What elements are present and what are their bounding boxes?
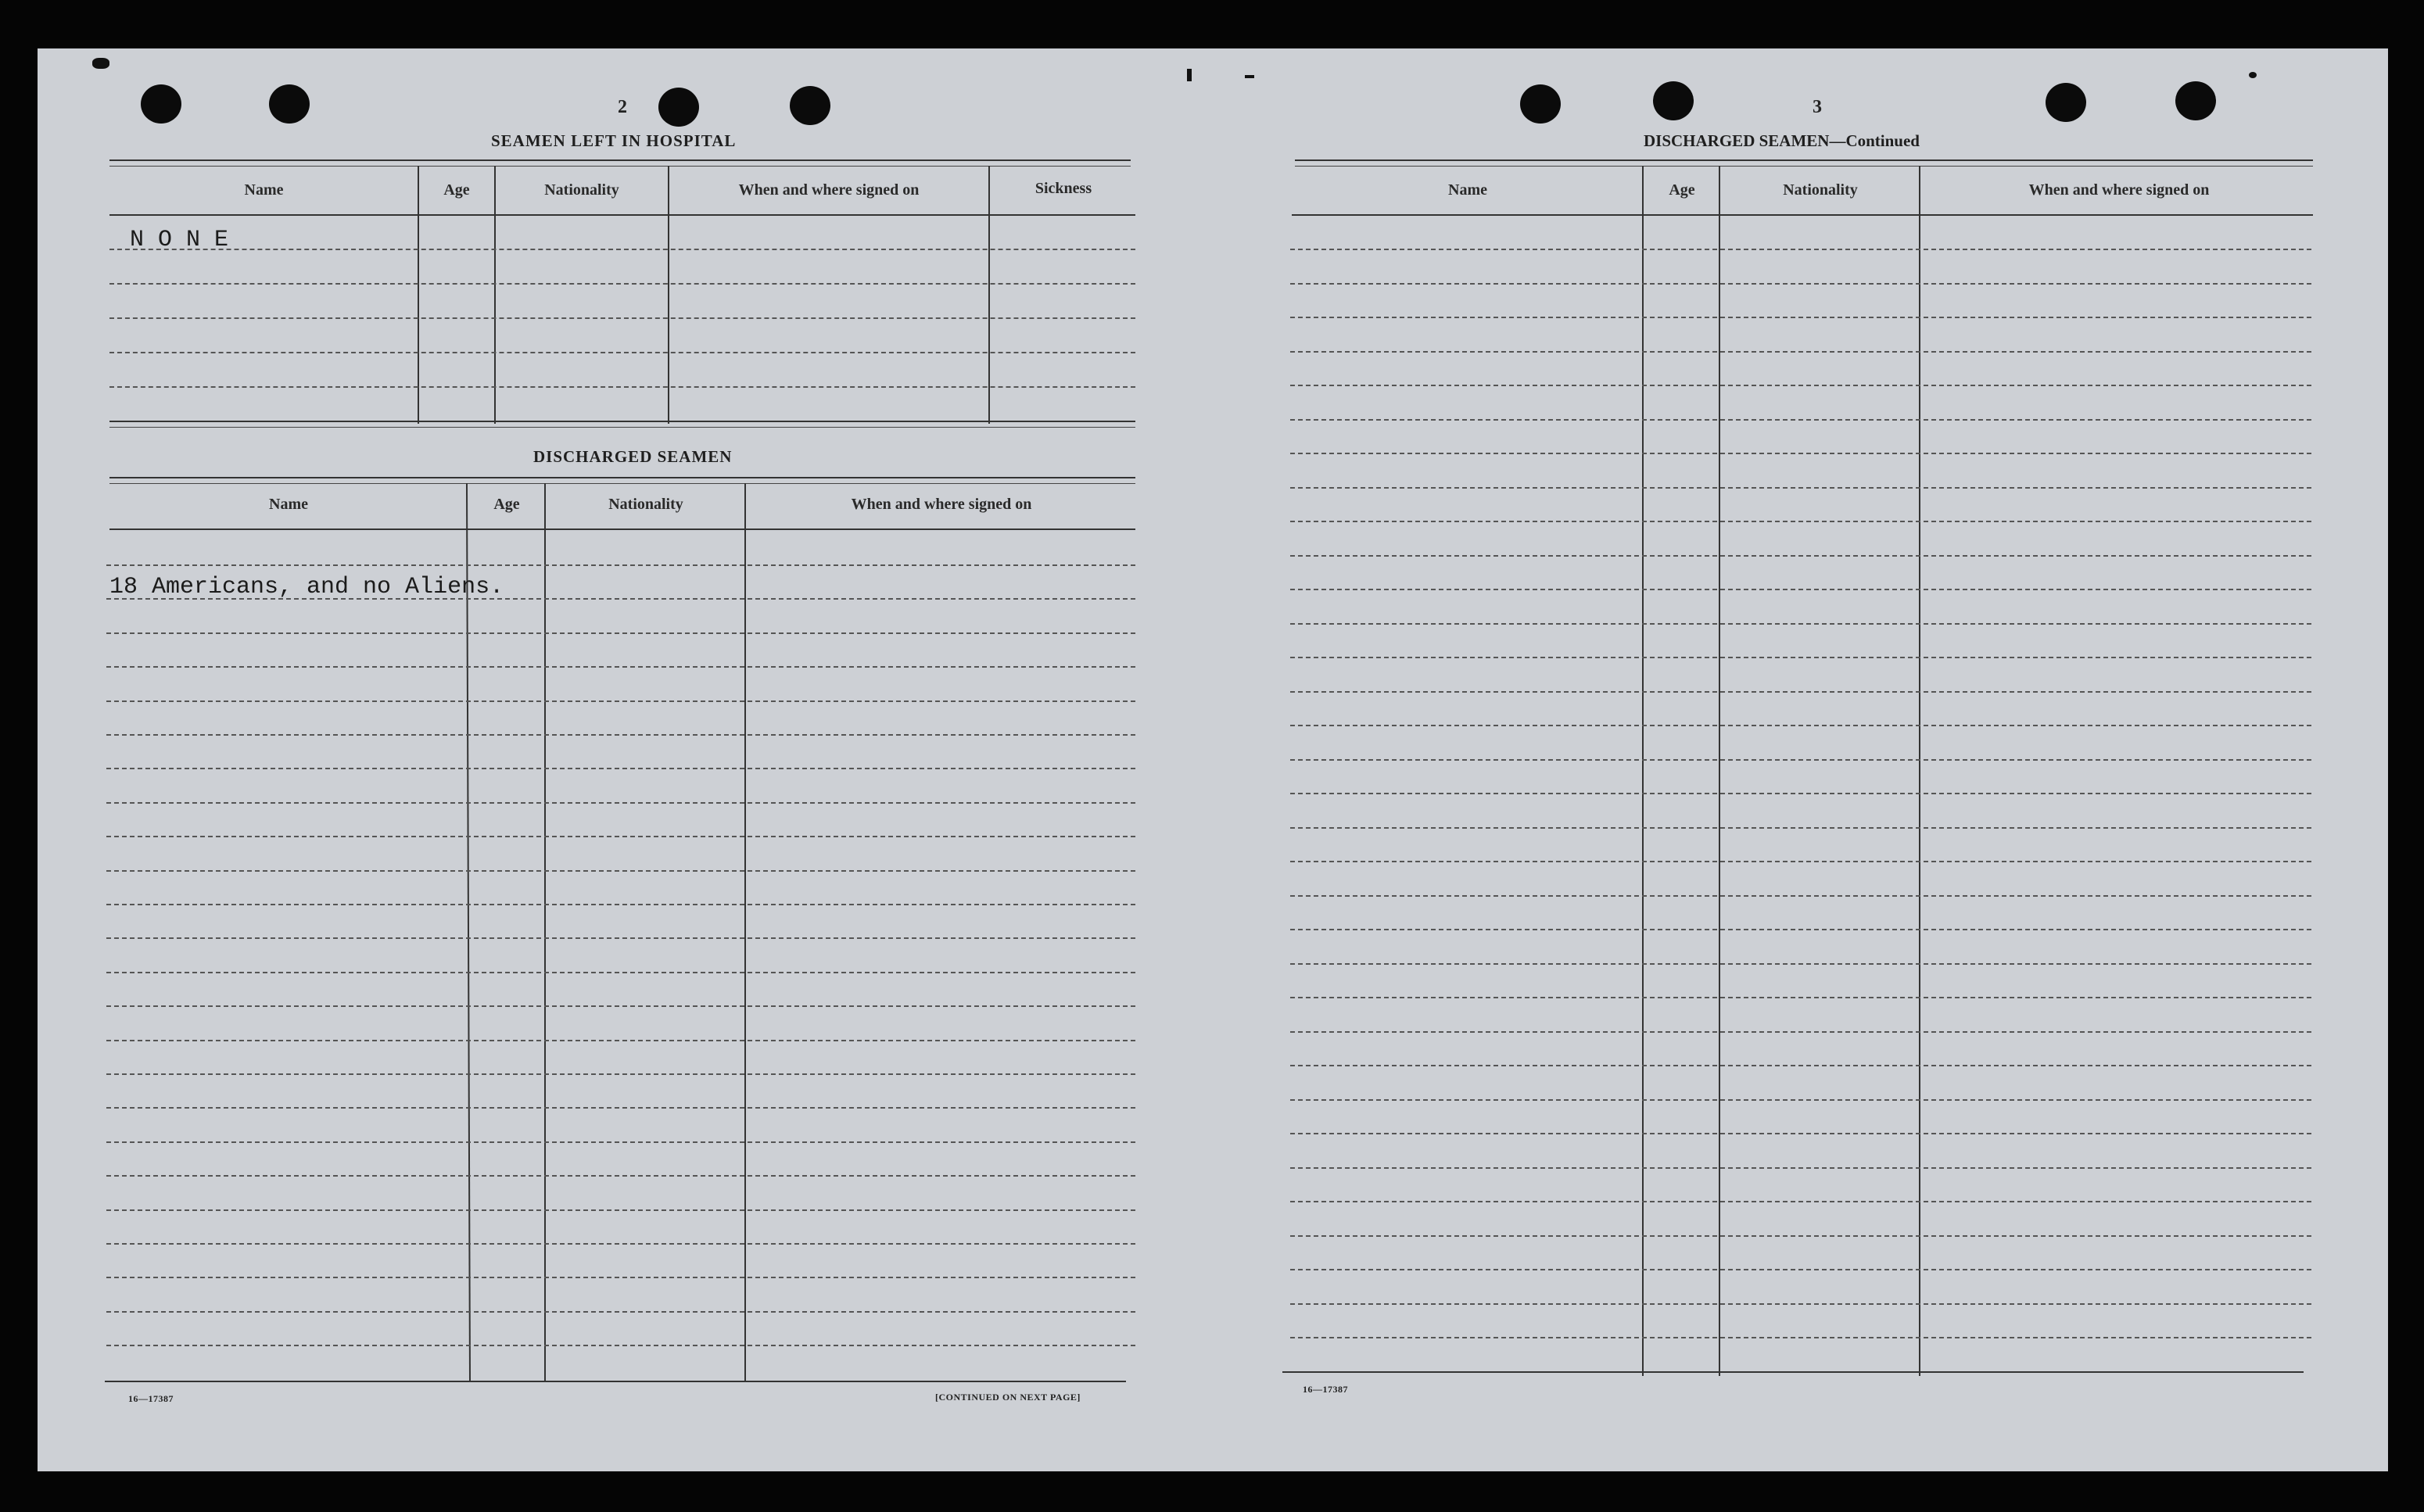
table-row-line — [1290, 793, 2311, 794]
table-row-line — [106, 1243, 1135, 1245]
punch-hole — [1653, 81, 1694, 120]
rule — [1295, 159, 2313, 161]
table-row-line — [106, 972, 1135, 973]
table-row-line — [106, 1345, 1135, 1346]
table-row-line — [1290, 861, 2311, 862]
table-row-line — [106, 700, 1135, 702]
column-header-signed-on: When and where signed on — [738, 181, 920, 199]
column-header-name: Name — [269, 496, 308, 513]
table-row-line — [1290, 657, 2311, 658]
table-row-line — [1290, 725, 2311, 726]
column-divider — [544, 483, 546, 1382]
rule — [109, 159, 1131, 161]
table-row-line — [1290, 1065, 2311, 1066]
table-bottom-rule — [109, 421, 1135, 422]
table-row-line — [1290, 929, 2311, 930]
column-header-nationality: Nationality — [544, 181, 619, 199]
column-divider — [744, 483, 746, 1382]
table-row-line — [106, 768, 1135, 769]
header-rule — [109, 214, 1135, 216]
table-row-line — [1290, 759, 2311, 761]
table-row-line — [106, 1311, 1135, 1313]
speck — [92, 58, 109, 69]
table-row-line — [106, 734, 1135, 736]
punch-hole — [2175, 81, 2216, 120]
column-header-nationality: Nationality — [1783, 181, 1858, 199]
table-row-line — [1290, 419, 2311, 421]
column-header-name: Name — [1448, 181, 1487, 199]
punch-hole — [269, 84, 310, 124]
table-row-line — [1290, 623, 2311, 625]
column-header-signed-on: When and where signed on — [2028, 181, 2210, 199]
page-number-left: 2 — [618, 97, 627, 117]
continued-note: [CONTINUED ON NEXT PAGE] — [935, 1392, 1081, 1403]
speck — [1245, 75, 1254, 78]
table-row-line — [109, 317, 1135, 319]
table-row-line — [109, 352, 1135, 353]
header-rule — [1292, 214, 2313, 216]
table-row-line — [1290, 1099, 2311, 1101]
rule — [109, 477, 1135, 478]
table-row-line — [1290, 1337, 2311, 1338]
table-row-line — [106, 1141, 1135, 1143]
table-row-line — [1290, 1303, 2311, 1305]
table-row-line — [106, 598, 1135, 600]
column-header-age: Age — [493, 496, 520, 513]
table-row-line — [106, 666, 1135, 668]
table-row-line — [1290, 963, 2311, 965]
table-row-line — [106, 1073, 1135, 1075]
table-row-line — [1290, 521, 2311, 522]
column-divider — [1642, 166, 1644, 1376]
discharged-continued-title — [1644, 131, 1920, 151]
column-divider — [1719, 166, 1720, 1376]
form-number: 16—17387 — [1303, 1384, 1348, 1395]
table-row-line — [1290, 317, 2311, 318]
punch-hole — [658, 88, 699, 127]
hospital-section-title: SEAMEN LEFT IN HOSPITAL — [491, 131, 737, 150]
table-row-line — [106, 1107, 1135, 1109]
speck — [2249, 72, 2257, 78]
discharged-section-title: DISCHARGED SEAMEN — [533, 447, 733, 466]
rule — [1295, 166, 2313, 167]
table-row-line — [1290, 997, 2311, 998]
column-header-name: Name — [244, 181, 284, 199]
punch-hole — [2046, 83, 2086, 122]
table-row-line — [106, 564, 1135, 566]
table-row-line — [109, 283, 1135, 285]
rule — [109, 166, 1131, 167]
table-row-line — [1290, 1235, 2311, 1237]
hospital-entry: N O N E — [130, 227, 229, 253]
column-header-age: Age — [443, 181, 470, 199]
table-row-line — [1290, 283, 2311, 285]
table-row-line — [1290, 589, 2311, 590]
rule — [109, 483, 1135, 484]
column-divider — [1919, 166, 1920, 1376]
table-row-line — [1290, 351, 2311, 353]
title-main: DISCHARGED SEAMEN — [1644, 131, 1830, 150]
table-row-line — [106, 1209, 1135, 1211]
title-suffix: —Continued — [1829, 131, 1920, 150]
table-row-line — [106, 904, 1135, 905]
table-row-line — [109, 249, 1135, 250]
page-number-right: 3 — [1813, 97, 1822, 117]
header-rule — [109, 528, 1135, 530]
table-row-line — [1290, 555, 2311, 557]
table-row-line — [1290, 827, 2311, 829]
table-row-line — [109, 386, 1135, 388]
table-row-line — [1290, 1031, 2311, 1033]
table-row-line — [1290, 691, 2311, 693]
table-row-line — [106, 836, 1135, 837]
table-row-line — [106, 802, 1135, 804]
column-header-sickness: Sickness — [1035, 180, 1092, 197]
table-row-line — [1290, 895, 2311, 897]
form-number: 16—17387 — [128, 1393, 174, 1404]
table-row-line — [1290, 453, 2311, 454]
table-bottom-rule — [1282, 1371, 2304, 1373]
punch-hole — [141, 84, 181, 124]
punch-hole — [790, 86, 830, 125]
column-header-nationality: Nationality — [608, 496, 683, 513]
table-row-line — [106, 632, 1135, 634]
column-divider — [418, 166, 419, 424]
table-row-line — [106, 1005, 1135, 1007]
table-row-line — [1290, 487, 2311, 489]
punch-hole — [1520, 84, 1561, 124]
table-row-line — [106, 1040, 1135, 1041]
column-header-age: Age — [1669, 181, 1695, 199]
column-divider — [494, 166, 496, 424]
column-divider — [988, 166, 990, 424]
table-row-line — [106, 1175, 1135, 1177]
table-row-line — [1290, 1269, 2311, 1270]
column-header-signed-on: When and where signed on — [851, 496, 1032, 513]
table-row-line — [1290, 1201, 2311, 1202]
table-row-line — [106, 937, 1135, 939]
discharged-entry: 18 Americans, and no Aliens. — [109, 574, 504, 600]
column-divider — [668, 166, 669, 424]
table-row-line — [106, 870, 1135, 872]
table-bottom-rule — [105, 1381, 1126, 1382]
table-row-line — [1290, 249, 2311, 250]
table-row-line — [106, 1277, 1135, 1278]
speck — [1187, 69, 1192, 81]
table-bottom-rule — [109, 427, 1135, 428]
table-row-line — [1290, 1167, 2311, 1169]
table-row-line — [1290, 1133, 2311, 1134]
table-row-line — [1290, 385, 2311, 386]
